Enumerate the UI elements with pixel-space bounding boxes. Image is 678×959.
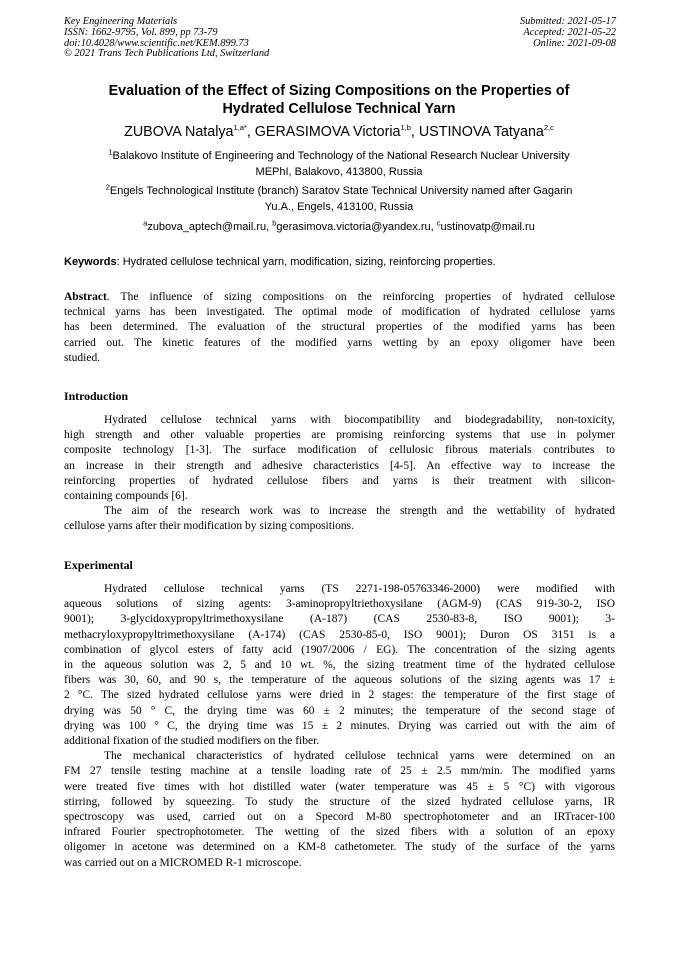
email-superscript: b [272, 218, 277, 228]
text-line: oligomer in acetone was determined on a KM-8 cathetometer. The study of the surface of the yarns [64, 841, 615, 854]
submission-dates [520, 17, 616, 49]
abstract-line [64, 290, 615, 305]
online-date: Online: 2021-09-08 [533, 37, 616, 49]
title-line: Evaluation of the Effect of Sizing Compositions on the Properties of [108, 83, 570, 99]
text-line: containing compounds [6]. [64, 490, 188, 503]
text-line: The aim of the research work was to increase the strength and the wettability of hydrated [104, 505, 615, 518]
journal-name: Key Engineering Materials [64, 16, 178, 27]
text-line: The mechanical characteristics of hydrated cellulose technical yarns were determined on an [104, 750, 615, 763]
author-separator: , [246, 124, 255, 140]
text-line: fibers was 30, 60, and 90 s, the temperature of the aqueous solutions of the sizing agents was 17 ± [64, 674, 615, 687]
text-line: infrared Fourier spectrophotometer. The wetting of the sized fibers with a solution of an epoxy [64, 826, 615, 839]
keywords-label: Keywords [64, 256, 117, 268]
email-separator: , [430, 221, 437, 233]
abstract-line: has been determined. The evaluation of the structural properties of the modified yarns has been [64, 321, 615, 334]
text-line: drying was 100 ° C, the drying time was 15 ± 2 minutes. Drying was carried out with the aim of [64, 719, 615, 732]
section-heading-introduction: Introduction [64, 389, 129, 403]
text-line: Hydrated cellulose technical yarns (TS 2271-198-05763346-2000) were modified with [104, 583, 615, 595]
affiliation-1 [60, 149, 618, 180]
section-heading-experimental: Experimental [64, 558, 133, 572]
paper-title [60, 82, 618, 118]
text-line: drying was 50 ° C, the drying time was 60 ± 2 minutes; the temperature of the second stage of [64, 704, 615, 717]
introduction-paragraph [64, 413, 615, 535]
affiliation-superscript: 2 [105, 182, 110, 192]
affiliation-text: Engels Technological Institute (branch) Saratov State Technical University named after Gagarin [109, 185, 573, 197]
author-superscript: 2,c [543, 123, 554, 133]
text-line: were treated five times with hot distilled water (water temperature was 45 ± 5 °C) with vigorous [64, 780, 615, 793]
text-line: additional fixation of the studied modifiers on the fiber. [64, 735, 320, 748]
title-line: Hydrated Cellulose Technical Yarn [222, 101, 456, 117]
accepted-date: Accepted: 2021-05-22 [523, 26, 616, 38]
journal-doi: doi:10.4028/www.scientific.net/KEM.899.73 [64, 37, 249, 49]
text-line: reinforcing properties of hydrated cellulose fibers and yarns is their treatment with silicon- [64, 474, 615, 487]
text-line: composite technology [1-3]. The surface modification of cellulosic fibrous materials contributes to [64, 444, 615, 457]
journal-issn: ISSN: 1662-9795, Vol. 899, pp 73-79 [64, 26, 218, 38]
author-name: GERASIMOVA Victoria [254, 124, 401, 140]
experimental-paragraph [64, 582, 615, 871]
author-superscript: 1,a* [233, 123, 247, 133]
affiliation-2 [60, 184, 618, 215]
email-superscript: a [143, 218, 148, 228]
text-line: combination of glycol esters of fatty acid (1907/2006 / EG). The concentration of the sizing agents [64, 643, 615, 656]
abstract-line: studied. [64, 351, 101, 364]
author-list [40, 123, 638, 141]
email-superscript: c [436, 218, 441, 228]
text-line: spectroscopy was used, carried out on a Specord M-80 spectrophotometer and an IRTracer-100 [64, 811, 615, 824]
text-line: was carried out on a MICROMED R-1 microscope. [64, 856, 302, 869]
text-line: cellulose yarns after their modification by sizing compositions. [64, 520, 354, 533]
email-link[interactable]: ustinovatp@mail.ru [440, 221, 535, 233]
author-emails [40, 220, 638, 235]
email-separator: , [266, 221, 273, 233]
text-line: an increase in their strength and adhesive characteristics [4-5]. An effective way to increase the [64, 459, 615, 472]
abstract-line: carried out. The kinetic features of the modified yarns wetting by an epoxy oligomer have been [64, 336, 615, 349]
keywords [64, 255, 616, 270]
abstract [64, 290, 615, 366]
affiliation-line [60, 184, 618, 200]
journal-copyright: © 2021 Trans Tech Publications Ltd, Switzerland [64, 48, 270, 60]
text-line: aqueous solutions of sizing agents: 3-aminopropyltriethoxysilane (AGM-9) (CAS 919-30-2, ISO [64, 598, 615, 611]
affiliation-line: MEPhI, Balakovo, 413800, Russia [255, 165, 423, 178]
author-name: ZUBOVA Natalya [124, 124, 234, 140]
submitted-date: Submitted: 2021-05-17 [519, 16, 616, 27]
abstract-text: . The influence of sizing compositions on the reinforcing properties of hydrated cellulose [106, 291, 615, 303]
affiliation-text: Balakovo Institute of Engineering and Technology of the National Research Nuclear University [112, 150, 570, 162]
keywords-text: : Hydrated cellulose technical yarn, modification, sizing, reinforcing properties. [116, 256, 496, 268]
affiliation-line [60, 149, 618, 165]
abstract-line: technical yarns has been investigated. The optimal mode of modification of hydrated cellulose yarns [64, 306, 615, 319]
journal-info [64, 17, 269, 60]
affiliation-line: Yu.A., Engels, 413100, Russia [264, 200, 414, 213]
author-separator: , [410, 124, 419, 140]
text-line: high strength and other valuable properties are promising reinforcing systems that use in polymer [64, 429, 615, 442]
email-link[interactable]: gerasimova.victoria@yandex.ru [276, 221, 431, 233]
text-line: methacryloxypropyltrimethoxysilane (A-174) (CAS 2530-85-0, ISO 9001); Duron OS 3151 is a [64, 628, 615, 641]
text-line: stirring, followed by squeezing. To study the structure of the sized hydrated cellulose yarns, IR [64, 795, 615, 808]
affiliation-superscript: 1 [108, 147, 113, 157]
text-line: 2 °C. The sized hydrated cellulose yarns were dried in 2 stages: the temperature of the first stage of [64, 689, 615, 702]
text-line: Hydrated cellulose technical yarns with biocompatibility and biodegradability, non-toxicity, [104, 414, 615, 426]
author-superscript: 1,b [400, 123, 411, 133]
email-link[interactable]: zubova_aptech@mail.ru [147, 221, 267, 233]
abstract-label: Abstract [64, 291, 107, 303]
text-line: in the aqueous solution was 2, 5 and 10 wt. %, the sizing treatment time of the hydrated cellulose [64, 659, 615, 672]
text-line: 9001); 3-glycidoxypropyltrimethoxysilane (A-187) (CAS 2530-83-8, ISO 9001); 3- [64, 613, 615, 626]
author-name: USTINOVA Tatyana [418, 124, 544, 140]
text-line: FM 27 tensile testing machine at a tensile loading rate of 25 ± 2.5 mm/min. The modified yarns [64, 765, 615, 778]
